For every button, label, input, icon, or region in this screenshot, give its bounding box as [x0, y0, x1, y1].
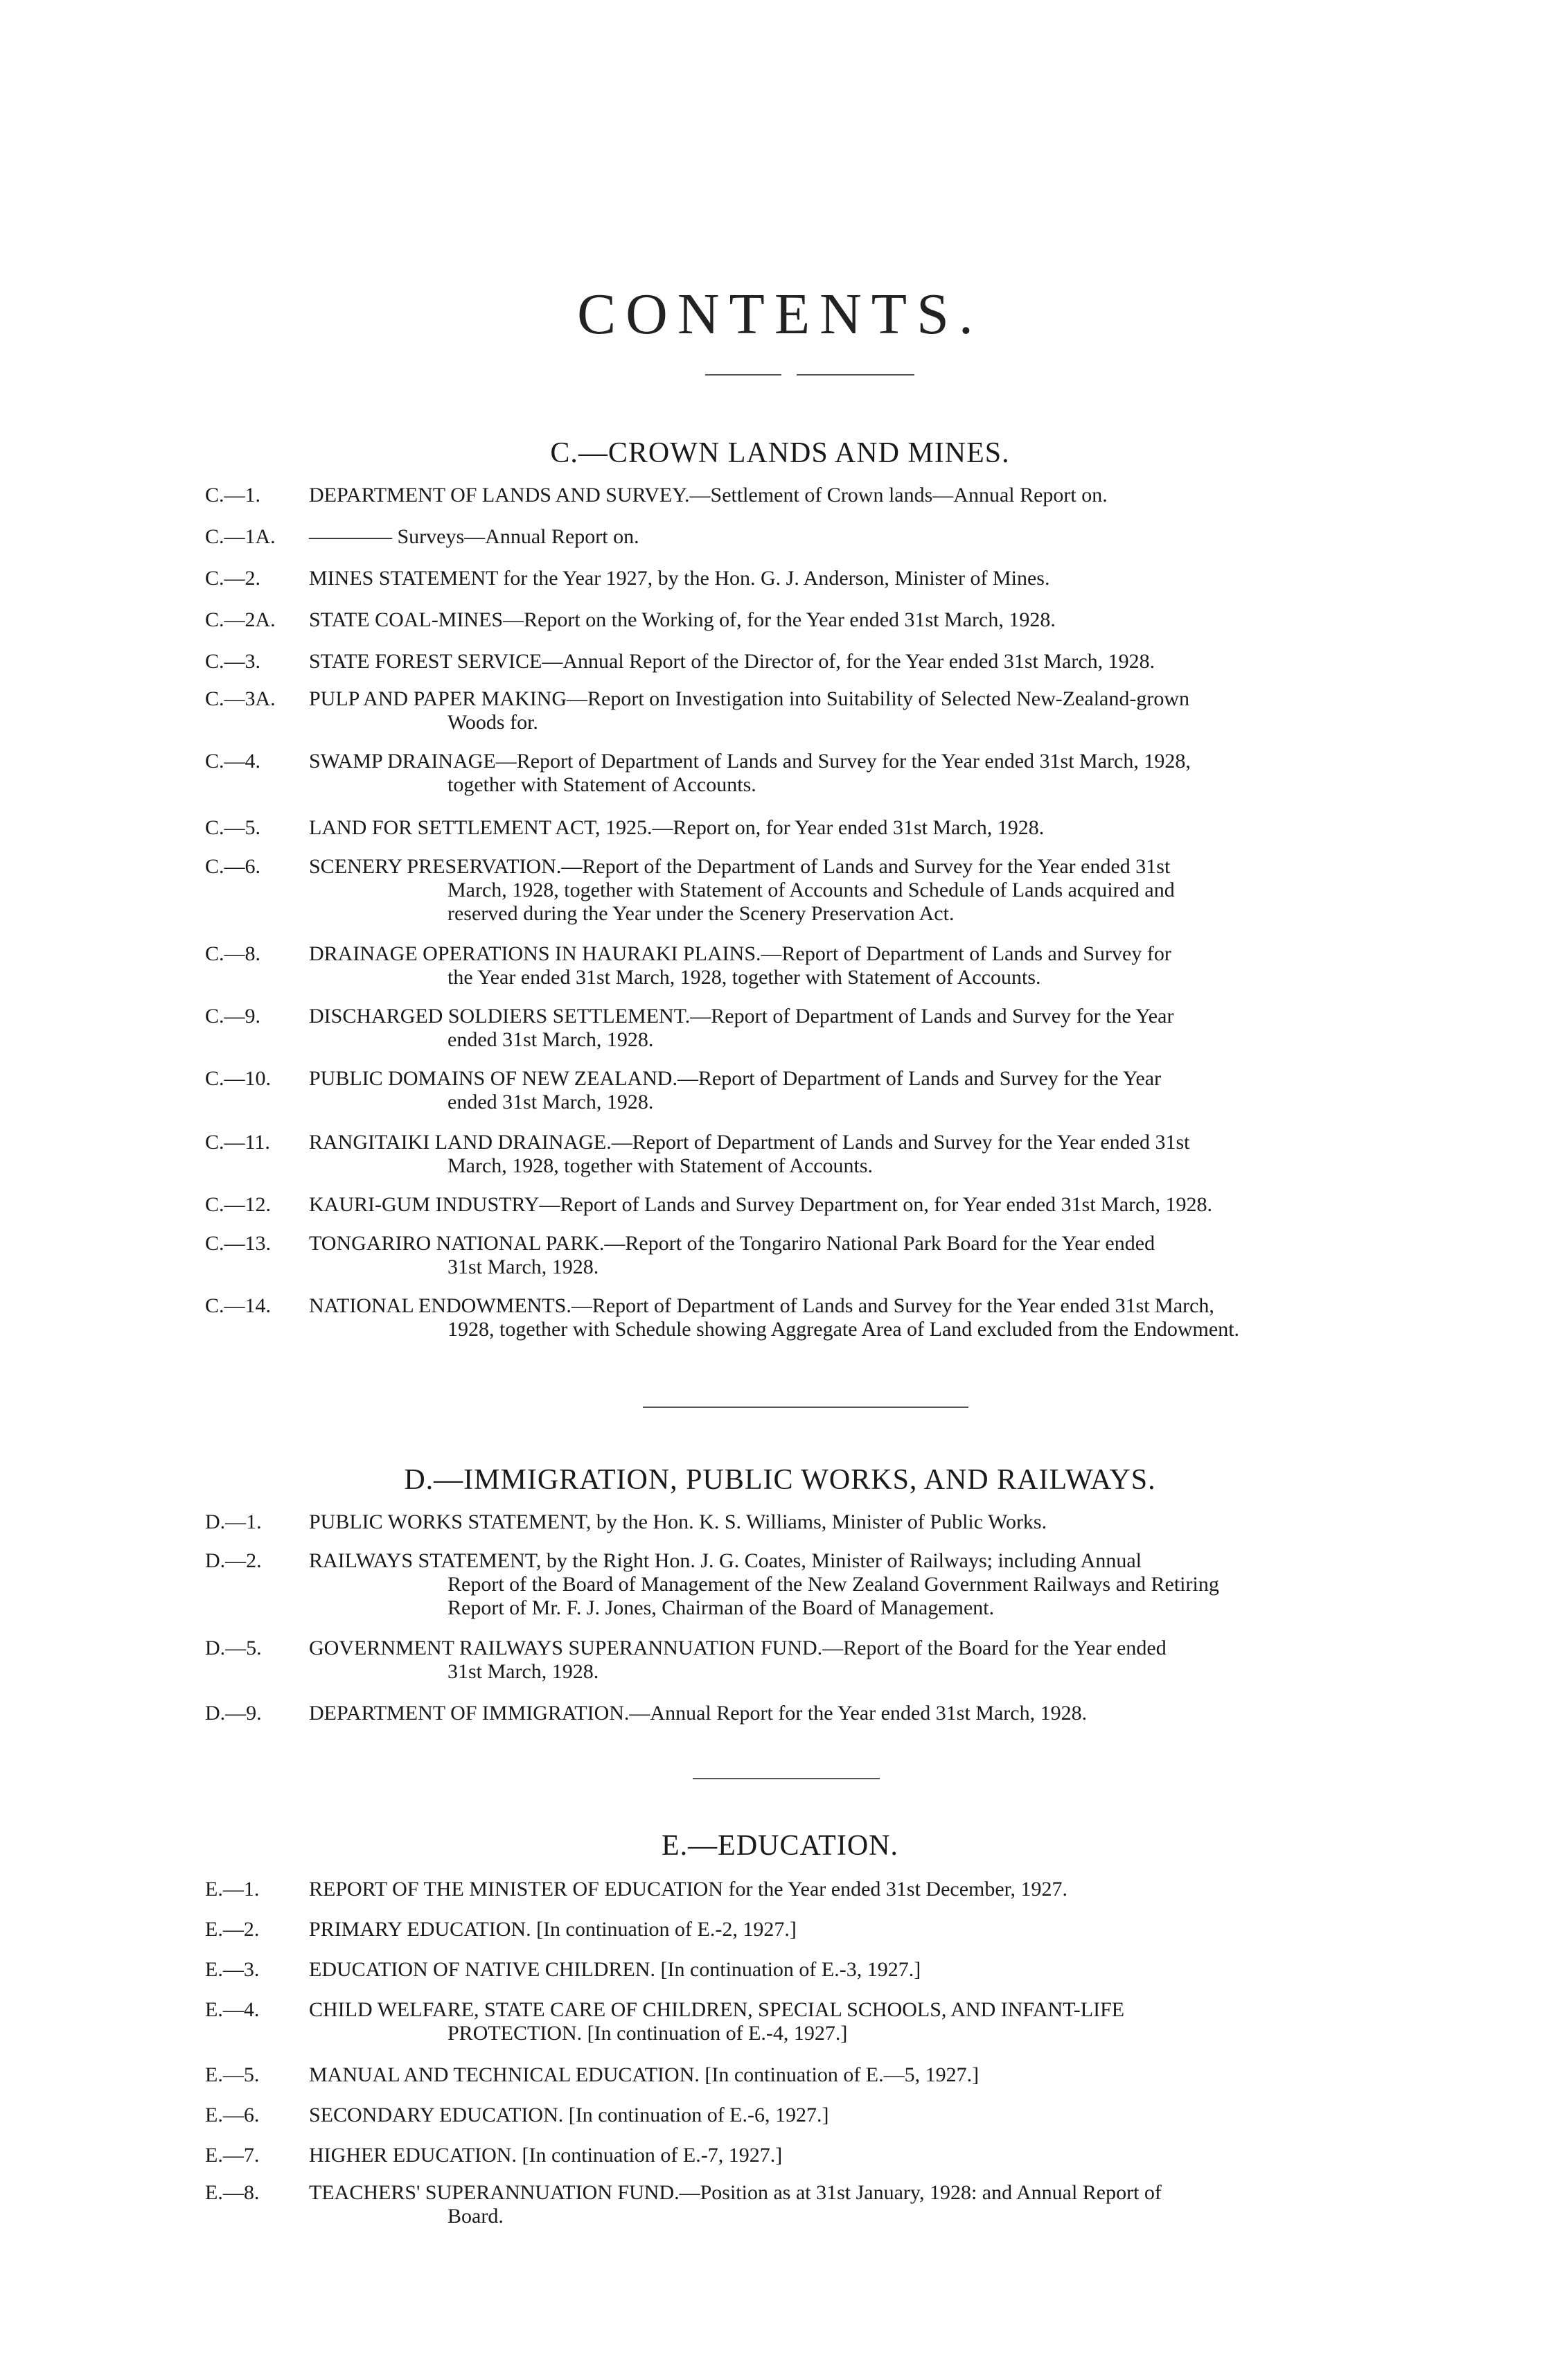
entry-line: NATIONAL ENDOWMENTS.—Report of Department of Lands and Survey for the Year ended 31st March, [309, 1294, 1214, 1317]
entry-line: MINES STATEMENT for the Year 1927, by the Hon. G. J. Anderson, Minister of Mines. [309, 567, 1050, 590]
entry-line: RAILWAYS STATEMENT, by the Right Hon. J. G. Coates, Minister of Railways; including Annual [309, 1549, 1142, 1572]
entry-code: C.—6. [205, 855, 261, 878]
entry-code: C.—2. [205, 567, 261, 590]
entry-text [309, 2063, 1417, 2087]
entry-text [309, 2144, 1417, 2167]
entry-line: STATE COAL-MINES—Report on the Working of, for the Year ended 31st March, 1928. [309, 608, 1056, 631]
entry-text [309, 608, 1417, 632]
entry-line: reserved during the Year under the Scenery Preservation Act. [447, 902, 955, 925]
entry-line: GOVERNMENT RAILWAYS SUPERANNUATION FUND.—Report of the Board for the Year ended [309, 1637, 1167, 1659]
section-heading-c: C.—CROWN LANDS AND MINES. [550, 437, 1010, 469]
entry-text [309, 1232, 1417, 1279]
entry-text [309, 855, 1417, 926]
entry-code: D.—1. [205, 1510, 262, 1533]
entry-line: ended 31st March, 1928. [447, 1028, 654, 1051]
entry-line: March, 1928, together with Statement of Accounts. [447, 1154, 874, 1177]
entry-line: PRIMARY EDUCATION. [In continuation of E.-2, 1927.] [309, 1918, 797, 1941]
entry-line: STATE FOREST SERVICE—Annual Report of the Director of, for the Year ended 31st March, 1928. [309, 650, 1155, 673]
entry-line: ended 31st March, 1928. [447, 1091, 654, 1113]
entry-text [309, 1637, 1417, 1684]
entry-text [309, 1131, 1417, 1178]
entry-code: C.—10. [205, 1067, 272, 1090]
entry-line: DEPARTMENT OF LANDS AND SURVEY.—Settlement of Crown lands—Annual Report on. [309, 484, 1108, 506]
entry-line: DRAINAGE OPERATIONS IN HAURAKI PLAINS.—Report of Department of Lands and Survey for [309, 942, 1171, 965]
section-heading-e: E.—EDUCATION. [662, 1830, 898, 1862]
entry-code: E.—1. [205, 1878, 260, 1901]
entry-line: the Year ended 31st March, 1928, together with Statement of Accounts. [447, 966, 1041, 989]
title-divider [797, 374, 914, 376]
entry-code: C.—4. [205, 750, 261, 773]
entry-text [309, 2181, 1417, 2228]
entry-text [309, 1998, 1417, 2045]
entry-line: RANGITAIKI LAND DRAINAGE.—Report of Department of Lands and Survey for the Year ended 31st [309, 1131, 1190, 1154]
entry-text [309, 750, 1417, 797]
entry-code: C.—3. [205, 650, 261, 673]
entry-text [309, 1005, 1417, 1052]
entry-line: 1928, together with Schedule showing Aggregate Area of Land excluded from the Endowment. [447, 1318, 1240, 1341]
entry-text [309, 1510, 1417, 1534]
entry-line: 31st March, 1928. [447, 1255, 599, 1278]
entry-line: TEACHERS' SUPERANNUATION FUND.—Position as at 31st January, 1928: and Annual Report of [309, 2181, 1162, 2204]
entry-line: together with Statement of Accounts. [447, 773, 756, 796]
entry-line: PULP AND PAPER MAKING—Report on Investigation into Suitability of Selected New-Zealand-grown [309, 687, 1189, 710]
entry-line: SCENERY PRESERVATION.—Report of the Department of Lands and Survey for the Year ended 31st [309, 855, 1171, 878]
entry-text [309, 525, 1417, 549]
entry-code: C.—14. [205, 1294, 272, 1317]
page-title: CONTENTS. [577, 282, 983, 346]
entry-code: E.—7. [205, 2144, 260, 2167]
entry-code: E.—5. [205, 2063, 260, 2086]
entry-line: LAND FOR SETTLEMENT ACT, 1925.—Report on, for Year ended 31st March, 1928. [309, 816, 1045, 839]
entry-text [309, 1702, 1417, 1725]
entry-text [309, 1878, 1417, 1901]
entry-line: SWAMP DRAINAGE—Report of Department of Lands and Survey for the Year ended 31st March, 1928, [309, 750, 1191, 773]
entry-line: REPORT OF THE MINISTER OF EDUCATION for the Year ended 31st December, 1927. [309, 1878, 1067, 1901]
entry-text [309, 567, 1417, 590]
entry-line: KAURI-GUM INDUSTRY—Report of Lands and Survey Department on, for Year ended 31st March, 1928. [309, 1193, 1212, 1216]
entry-text [309, 816, 1417, 840]
entry-code: C.—8. [205, 942, 261, 965]
entry-text [309, 484, 1417, 507]
section-heading-d: D.—IMMIGRATION, PUBLIC WORKS, AND RAILWAYS. [404, 1464, 1156, 1496]
entry-code: D.—9. [205, 1702, 262, 1725]
entry-text [309, 1958, 1417, 1982]
entry-line: DEPARTMENT OF IMMIGRATION.—Annual Report for the Year ended 31st March, 1928. [309, 1702, 1088, 1725]
entry-code: C.—11. [205, 1131, 270, 1154]
entry-line: CHILD WELFARE, STATE CARE OF CHILDREN, SPECIAL SCHOOLS, AND INFANT-LIFE [309, 1998, 1125, 2021]
entry-code: D.—5. [205, 1637, 262, 1659]
entry-code: E.—2. [205, 1918, 260, 1941]
entry-line: PROTECTION. [In continuation of E.-4, 1927.] [447, 2022, 848, 2045]
entry-line: EDUCATION OF NATIVE CHILDREN. [In continuation of E.-3, 1927.] [309, 1958, 921, 1981]
entry-line: Board. [447, 2205, 504, 2228]
entry-code: C.—5. [205, 816, 261, 839]
entry-line: Woods for. [447, 711, 538, 734]
entry-code: C.—13. [205, 1232, 272, 1255]
entry-text [309, 650, 1417, 673]
entry-code: C.—9. [205, 1005, 261, 1028]
section-divider [643, 1407, 968, 1408]
entry-text [309, 1549, 1417, 1620]
entry-code: C.—3A. [205, 687, 276, 710]
entry-code: D.—2. [205, 1549, 262, 1572]
title-divider [705, 374, 781, 376]
entry-line: Report of the Board of Management of the New Zealand Government Railways and Retiring [447, 1573, 1219, 1596]
entry-line: 31st March, 1928. [447, 1660, 599, 1683]
entry-line: PUBLIC DOMAINS OF NEW ZEALAND.—Report of Department of Lands and Survey for the Year [309, 1067, 1162, 1090]
entry-text [309, 687, 1417, 734]
entry-line: MANUAL AND TECHNICAL EDUCATION. [In continuation of E.—5, 1927.] [309, 2063, 980, 2086]
entry-code: E.—4. [205, 1998, 260, 2021]
entry-text [309, 2104, 1417, 2127]
entry-code: C.—12. [205, 1193, 272, 1216]
entry-line: DISCHARGED SOLDIERS SETTLEMENT.—Report of Department of Lands and Survey for the Year [309, 1005, 1174, 1028]
entry-line: March, 1928, together with Statement of Accounts and Schedule of Lands acquired and [447, 879, 1175, 901]
entry-text [309, 1067, 1417, 1114]
entry-line: SECONDARY EDUCATION. [In continuation of E.-6, 1927.] [309, 2104, 829, 2126]
entry-line: PUBLIC WORKS STATEMENT, by the Hon. K. S. Williams, Minister of Public Works. [309, 1510, 1047, 1533]
entry-code: C.—1. [205, 484, 261, 506]
entry-line: ———— Surveys—Annual Report on. [309, 525, 639, 548]
entry-text [309, 1918, 1417, 1941]
section-divider [693, 1778, 880, 1779]
entry-text [309, 942, 1417, 989]
entry-text [309, 1294, 1417, 1341]
entry-code: E.—8. [205, 2181, 260, 2204]
entry-code: E.—3. [205, 1958, 260, 1981]
entry-code: E.—6. [205, 2104, 260, 2126]
entry-line: Report of Mr. F. J. Jones, Chairman of the Board of Management. [447, 1596, 995, 1619]
entry-code: C.—1A. [205, 525, 276, 548]
entry-line: HIGHER EDUCATION. [In continuation of E.-7, 1927.] [309, 2144, 783, 2167]
entry-line: TONGARIRO NATIONAL PARK.—Report of the Tongariro National Park Board for the Year ended [309, 1232, 1155, 1255]
entry-code: C.—2A. [205, 608, 276, 631]
entry-text [309, 1193, 1417, 1217]
